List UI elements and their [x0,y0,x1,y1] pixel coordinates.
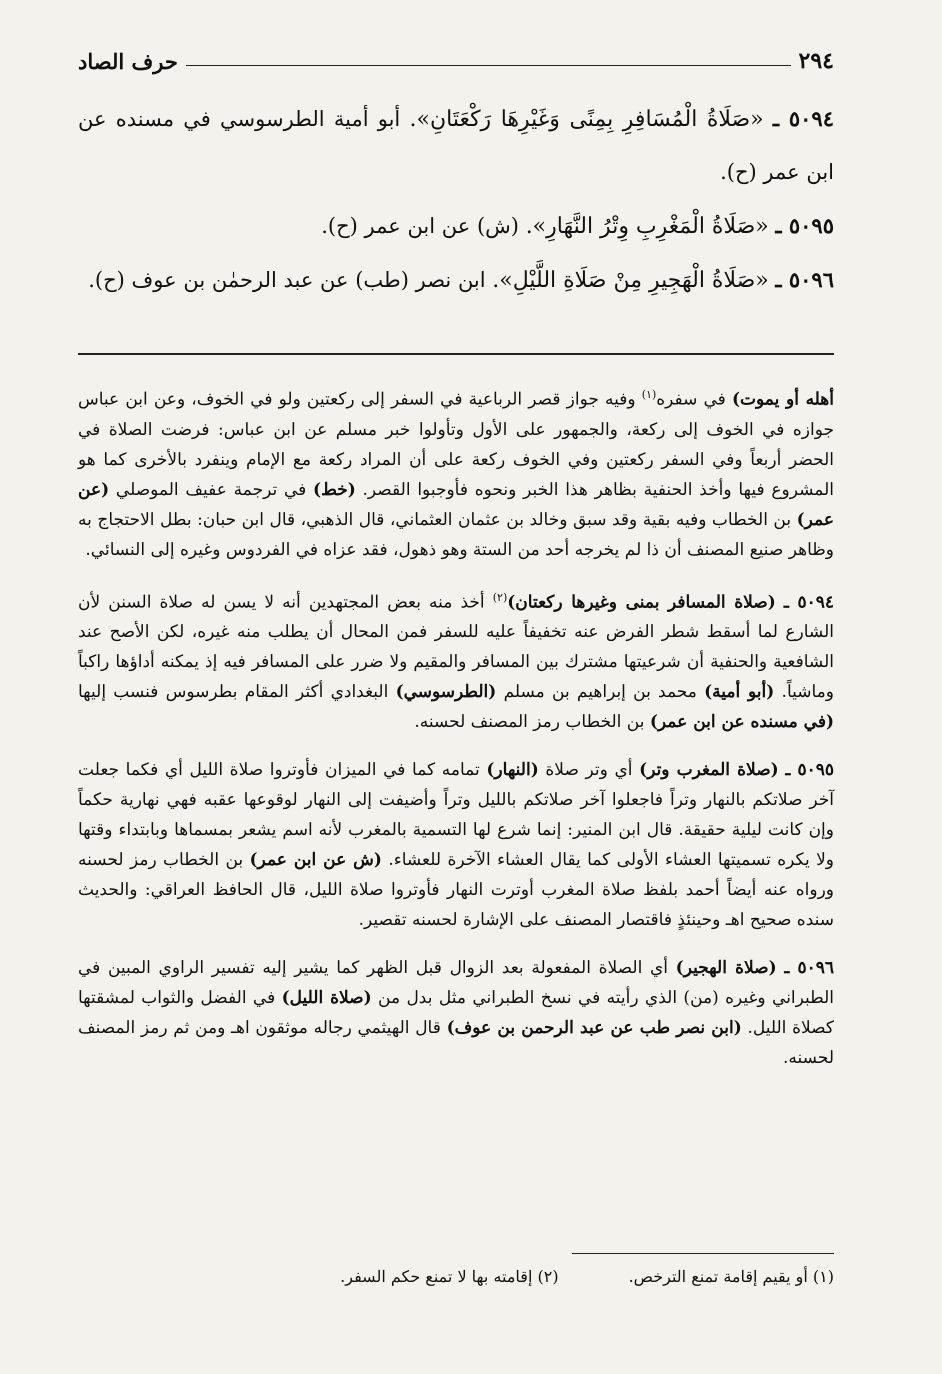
entry-number: ٥٠٩٤ ـ [783,592,834,613]
text: أي الصلاة المفعولة بعد الزوال قبل الظهر كما يشير إليه تفسير الراوي المبين في الطبراني وغيره (من) الذي رأيته في نسخ الطبراني مثل بدل من [78,958,835,1009]
hadith-text: «صَلَاةُ الْمَغْرِبِ وِتْرُ النَّهَارِ». [525,214,769,239]
bold-term: (النهار) [486,760,539,781]
bold-term: أهله أو يموت) [731,389,834,410]
commentary [78,380,834,1091]
bold-term: (عن عمر) [78,479,834,530]
footnote-1: (١) أو يقيم إقامة تمنع الترخص. [628,1267,834,1286]
footnote-ref: (٢) [492,590,508,604]
entry-number: ٥٠٩٦ ـ [775,267,834,292]
bold-term: (الطرسوسي) [395,682,497,703]
bold-term: (أبو أمية) [704,682,775,703]
bold-term: (خط) [313,479,356,500]
bold-term: (صلاة الليل) [281,988,372,1009]
hadith-source: ابن نصر (طب) عن عبد الرحمٰن بن عوف (ح). [88,268,486,292]
bold-term: (صلاة الهجير) [675,958,777,979]
hadith-entry [78,92,834,199]
header-rule [186,65,791,66]
hadith-entries [78,92,834,307]
entry-number: ٥٠٩٥ ـ [775,213,834,238]
hadith-source: أبو أمية الطرسوسي في مسنده عن ابن عمر (ح). [78,107,834,184]
footnote-2: (٢) إقامته بها لا تمنع حكم السفر. [340,1267,559,1286]
text: بن الخطاب رمز المصنف لحسنه. [414,712,650,733]
footnote-rule [572,1253,834,1254]
page-number: ٢٩٤ [798,48,834,74]
text: البغدادي أكثر المقام بطرسوس فنسب إليها [78,682,396,703]
bold-term: (صلاة المسافر بمنى وغيرها ركعتان) [507,592,776,613]
bold-term: (ش عن ابن عمر) [249,850,382,871]
bold-term: (في مسنده عن ابن عمر) [649,712,834,733]
hadith-text: «صَلَاةُ الْمُسَافِرِ بِمِنًى وَغَيْرِهَا رَكْعَتَانِ». [409,107,764,132]
footnote-ref: (١) [641,388,657,401]
text: محمد بن إبراهيم بن مسلم [496,682,705,703]
bold-term: (ابن نصر طب عن عبد الرحمن بن عوف) [446,1018,742,1039]
text: وفيه جواز قصر الرباعية في السفر إلى ركعتين ولو في الخوف، وعن ابن عباس جوازه في الخوف إلى ركعة، والجمهور على الأول وتأولوا خبر مسلم عن ابن عباس: فرضت الصلاة في الحضر أربعاً وفي السفر ركعتين وفي الخوف ركعة على أن المراد ركعة مع الإمام وينفرد بالأخرى كما هو المشروع فيها وأخذ الحنفية بظاهر هذا الخبر ونحوه فأوجبوا القصر. [78,389,834,500]
text: بن الخطاب وفيه بقية وقد سبق وخالد بن عثمان العثماني، قال الذهبي، قال ابن حبان: بطل الاحتجاج به وظاهر صنيع المصنف أن ذا لم يخرجه أحد من الستة وهو ذهول، فقد عزاه في الفردوس وغيره إلى النسائي. [78,509,834,560]
text: أخذ منه بعض المجتهدين أنه لا يسن له صلاة السنن لأن الشارع لما أسقط شطر الفرض عنه تخفيفاً عليه للسفر فمن المحال أن يطلب منه غيره، لكن الأصح عند الشافعية والحنفية أن شرعيتها مشترك بين المسافر والمقيم ولا ضرر على المسافر فيه إذ يمكنه أداؤها راكباً وماشياً. [78,592,834,703]
text: بن الخطاب رمز لحسنه ورواه عنه أيضاً أحمد بلفظ صلاة المغرب أوترت النهار فأوتروا صلاة الليل، قال الحافظ العراقي: والحديث سنده صحيح اهـ وحينئذٍ فاقتصار المصنف على الإشارة لحسنه تقصير. [78,850,834,931]
hadith-source: (ش) عن ابن عمر (ح). [321,214,519,238]
footnotes [78,1264,834,1290]
text: تمامه كما في الميزان فأوتروا صلاة الليل أي فكما جعلت آخر صلاتكم بالنهار وتراً فاجعلوا آخر صلاتكم بالليل وتراً وأضيفت إلى النهار لوقوعها عقبه فهي نهارية حكماً وإن كانت ليلية حقيقة. قال ابن المنير: إنما شرع لها التسمية بالمغرب لأنه اسم يشعر بمسماها وبابتداء وقتها ولا يكره تسميتها العشاء الأولى كما يقال العشاء الآخرة للعشاء. [78,760,834,871]
section-separator [78,353,834,355]
text: في ترجمة عفيف الموصلي [109,479,314,500]
commentary-paragraph [78,755,834,935]
text: أي وتر صلاة [538,760,640,781]
entry-number: ٥٠٩٦ ـ [784,958,835,979]
entry-number: ٥٠٩٤ ـ [772,106,834,131]
commentary-paragraph [78,953,834,1073]
hadith-entry [78,199,834,253]
text: قال الهيثمي رجاله موثقون اهـ ومن ثم رمز المصنف لحسنه. [78,1018,834,1069]
commentary-paragraph [78,380,834,565]
bold-term: (صلاة المغرب وتر) [639,760,779,781]
entry-number: ٥٠٩٥ ـ [785,760,835,781]
hadith-entry [78,253,834,307]
commentary-paragraph [78,583,834,738]
hadith-text: «صَلَاةُ الْهَجِيرِ مِنْ صَلَاةِ اللَّيْلِ». [492,268,769,293]
text: في سفره [656,389,732,410]
text: في الفضل والثواب لمشقتها كصلاة الليل. [78,988,834,1039]
chapter-title: حرف الصاد [78,49,178,74]
page-header [78,40,834,74]
